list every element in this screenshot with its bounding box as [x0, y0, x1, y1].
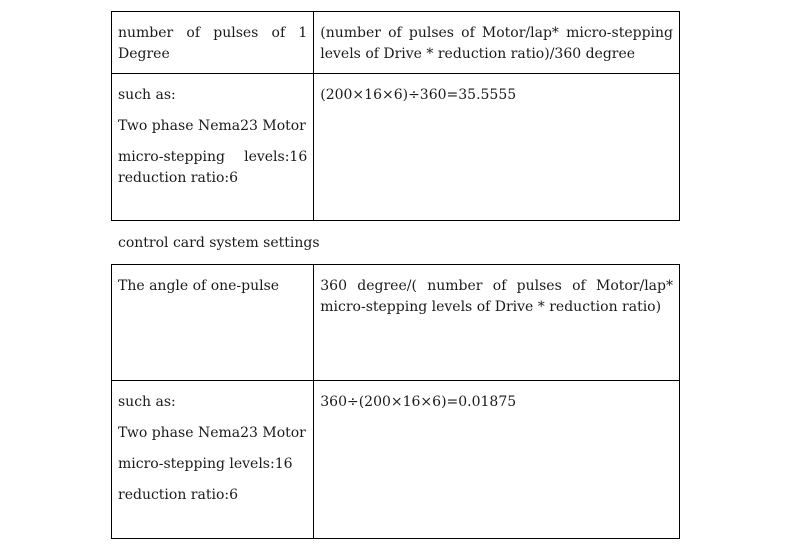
table-cell-label [112, 12, 314, 74]
table-row [112, 12, 680, 74]
example-calculation: 360÷(200×16×6)=0.01875 [320, 394, 517, 410]
example-reduction: reduction ratio:6 [118, 487, 238, 503]
example-settings: micro-stepping levels:16 reduction ratio:6 [118, 149, 308, 186]
table-cell-formula [314, 12, 680, 74]
example-calculation: (200×16×6)÷360=35.5555 [320, 87, 517, 103]
example-motor: Two phase Nema23 Motor [118, 425, 306, 441]
pulses-per-degree-label: number of pulses of 1 Degree [118, 25, 308, 62]
section-heading: control card system settings [118, 235, 320, 251]
table-cell-formula [314, 265, 680, 381]
table-cell-calculation [314, 381, 680, 539]
table-row [112, 74, 680, 221]
angle-per-pulse-table [111, 264, 680, 539]
example-intro: such as: [118, 394, 176, 410]
table-row [112, 381, 680, 539]
example-motor: Two phase Nema23 Motor [118, 118, 306, 134]
pulses-per-degree-formula: (number of pulses of Motor/lap* micro-stepping levels of Drive * reduction ratio)/360 degree [320, 25, 673, 62]
angle-per-pulse-label: The angle of one-pulse [118, 278, 280, 294]
table-cell-example [112, 381, 314, 539]
table-row [112, 265, 680, 381]
example-microstepping: micro-stepping levels:16 [118, 456, 293, 472]
angle-per-pulse-formula: 360 degree/( number of pulses of Motor/lap* micro-stepping levels of Drive * reduction ratio) [320, 278, 673, 315]
table-cell-example [112, 74, 314, 221]
pulses-per-degree-table [111, 11, 680, 221]
table-cell-label [112, 265, 314, 381]
example-intro: such as: [118, 87, 176, 103]
table-cell-calculation [314, 74, 680, 221]
